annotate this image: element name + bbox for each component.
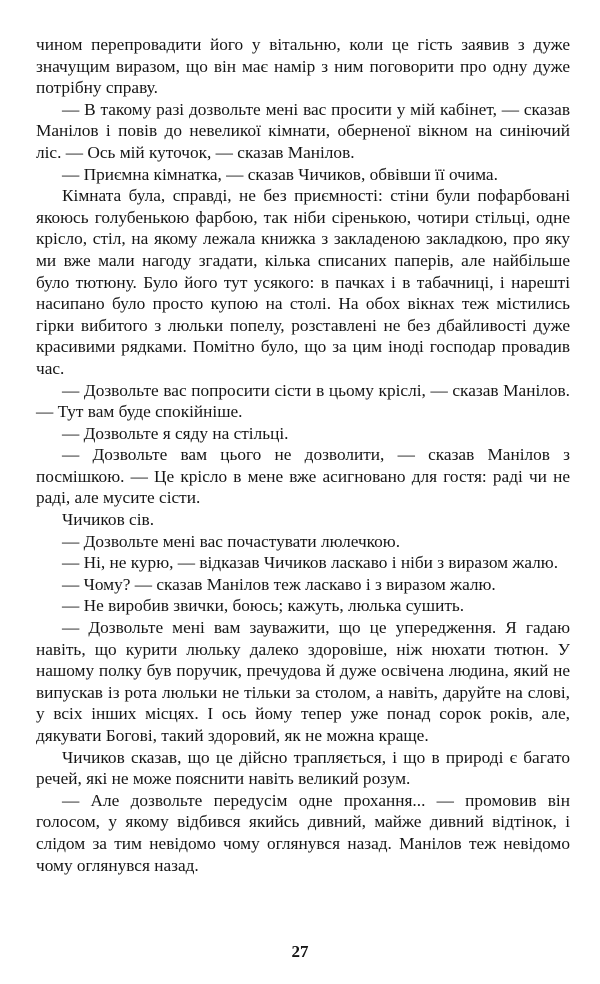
paragraph-narration: Чичиков сказав, що це дійсно трапляється, і що в природі є багато речей, які не може пояснити навіть великий розум. xyxy=(36,747,570,789)
paragraph-dialogue: — Ні, не курю, — відказав Чичиков ласкаво і ніби з виразом жалю. xyxy=(62,553,559,573)
paragraph-dialogue: — Дозвольте вас попросити сісти в цьому кріслі, — сказав Манілов. — Тут вам буде спокійніше. xyxy=(36,380,570,422)
paragraph-dialogue: — Приємна кімнатка, — сказав Чичиков, обвівши її очима. xyxy=(62,164,498,184)
paragraph-dialogue: — Дозвольте мені вас почастувати люлечкою. xyxy=(62,531,401,551)
paragraph-narration: Чичиков сів. xyxy=(62,510,155,530)
page-number: 27 xyxy=(291,942,309,961)
paragraph-dialogue: — В такому разі дозвольте мені вас просити у мій кабінет, — сказав Манілов і повів до невеликої кімнати, оберненої вікном на синіючий ліс. — Ось мій куточок, — сказав Манілов. xyxy=(36,99,570,162)
page-text-block xyxy=(36,34,570,876)
paragraph-dialogue: — Чому? — сказав Манілов теж ласкаво і з виразом жалю. xyxy=(62,574,496,594)
paragraph-dialogue: — Дозвольте мені вам зауважити, що це упередження. Я гадаю навіть, що курити люльку далеко здоровіше, ніж нюхати тютюн. У нашому полку був поручик, пречудова й дуже освічена людина, який не випускав із рота люльки не тільки за столом, а навіть, даруйте на слові, у всіх інших місцях. І ось йому тепер уже понад сорок років, але, дякувати Богові, такий здоровий, як не можна краще. xyxy=(36,618,570,745)
paragraph-continuation: чином перепровадити його у вітальню, коли це гість заявив з дуже значущим виразом, що він має намір з ним поговорити про одну дуже потрібну справу. xyxy=(36,35,570,98)
paragraph-narration: Кімната була, справді, не без приємності: стіни були пофарбовані якоюсь голубенькою фарбою, так ніби сіренькою, чотири стільці, одне крісло, стіл, на якому лежала книжка з закладеною закладкою, про яку ми вже мали нагоду згадати, кілька списаних паперів, але найбільше було тютюну. Було його тут усякого: в пачках і в табачниці, і нарешті насипано було просто купою на столі. На обох вікнах теж містились гірки вибитого з люльки попелу, розставлені не без дбайливості дуже красивими рядками. Помітно було, що за цим іноді господар провадив час. xyxy=(36,186,570,378)
paragraph-dialogue: — Не виробив звички, боюсь; кажуть, люлька сушить. xyxy=(62,596,465,616)
paragraph-dialogue: — Але дозвольте передусім одне прохання... — промовив він голосом, у якому відбився якийсь дивний, майже дивний відтінок, і слідом за тим невідомо чому оглянувся назад. Манілов теж невідомо чому оглянувся назад. xyxy=(36,790,570,875)
paragraph-dialogue: — Дозвольте я сяду на стільці. xyxy=(62,423,289,443)
paragraph-dialogue: — Дозвольте вам цього не дозволити, — сказав Манілов з посмішкою. — Це крісло в мене вже асигновано для гостя: раді чи не раді, але мусите сісти. xyxy=(36,445,570,508)
